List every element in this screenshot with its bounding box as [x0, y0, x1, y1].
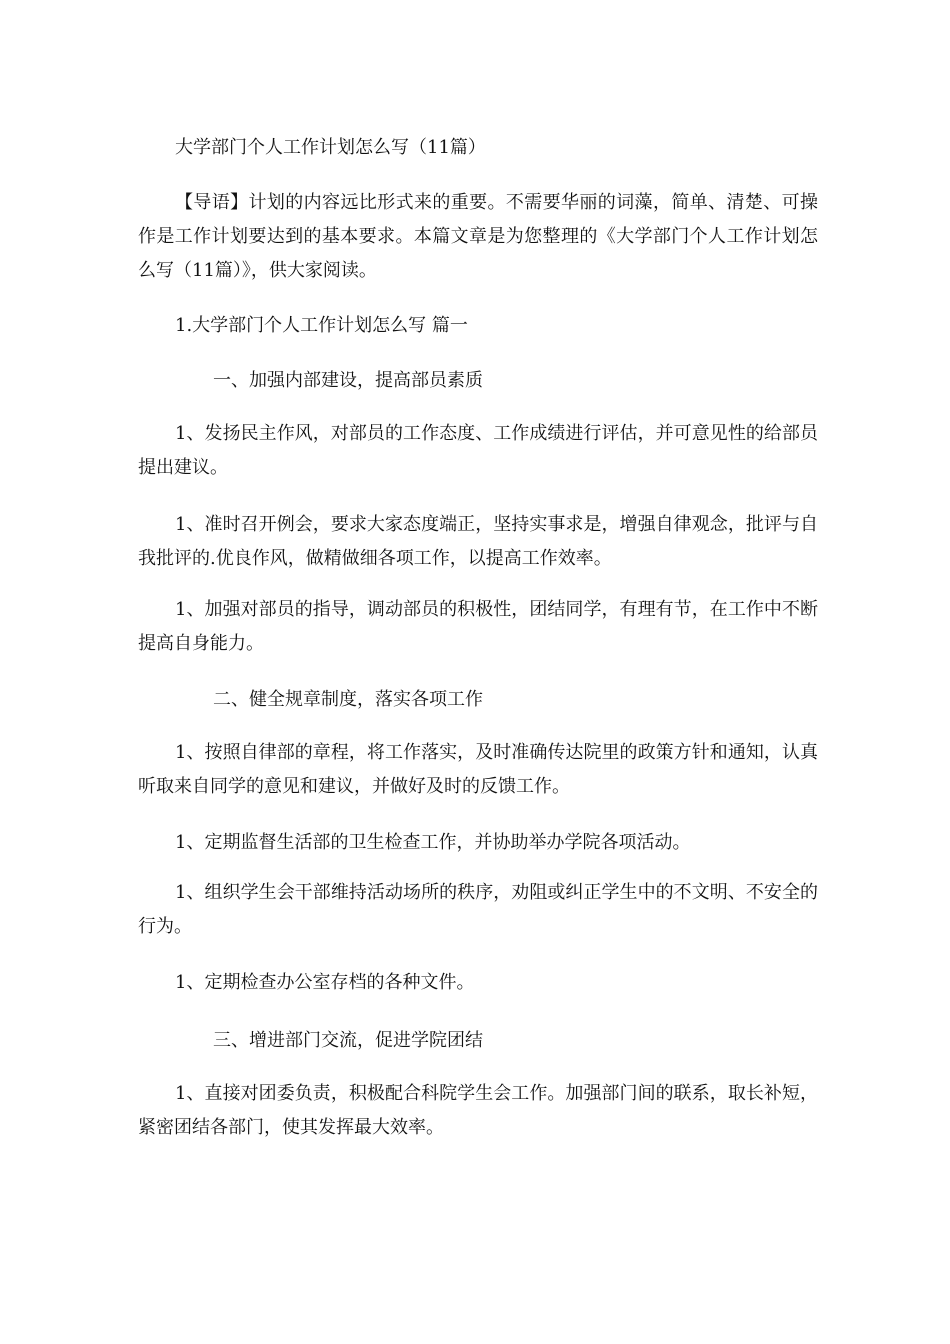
list-item: 1、定期检查办公室存档的各种文件。	[175, 972, 475, 993]
section-heading: 一、加强内部建设，提高部员素质	[213, 370, 483, 391]
intro-paragraph: 【导语】计划的内容远比形式来的重要。不需要华丽的词藻，简单、清楚、可操作是工作计划要达到的基本要求。本篇文章是为您整理的《大学部门个人工作计划怎么写（11篇）》，供大家阅读。	[138, 192, 818, 281]
section-heading: 三、增进部门交流，促进学院团结	[213, 1030, 483, 1051]
list-item: 1、定期监督生活部的卫生检查工作，并协助举办学院各项活动。	[175, 832, 691, 853]
document-title: 大学部门个人工作计划怎么写（11篇）	[175, 137, 486, 158]
list-item: 1、组织学生会干部维持活动场所的秩序，劝阻或纠正学生中的不文明、不安全的行为。	[138, 882, 818, 937]
list-item: 1、加强对部员的指导，调动部员的积极性，团结同学，有理有节，在工作中不断提高自身能力。	[138, 599, 818, 654]
section-heading: 二、健全规章制度，落实各项工作	[213, 689, 483, 710]
list-item: 1、直接对团委负责，积极配合科院学生会工作。加强部门间的联系，取长补短，紧密团结各部门，使其发挥最大效率。	[138, 1083, 818, 1138]
article-heading: 1.大学部门个人工作计划怎么写 篇一	[175, 315, 468, 336]
list-item: 1、准时召开例会，要求大家态度端正，坚持实事求是，增强自律观念，批评与自我批评的.优良作风，做精做细各项工作，以提高工作效率。	[138, 514, 818, 569]
list-item: 1、发扬民主作风，对部员的工作态度、工作成绩进行评估，并可意见性的给部员提出建议。	[138, 423, 818, 478]
list-item: 1、按照自律部的章程，将工作落实，及时准确传达院里的政策方针和通知，认真听取来自同学的意见和建议，并做好及时的反馈工作。	[138, 742, 818, 797]
